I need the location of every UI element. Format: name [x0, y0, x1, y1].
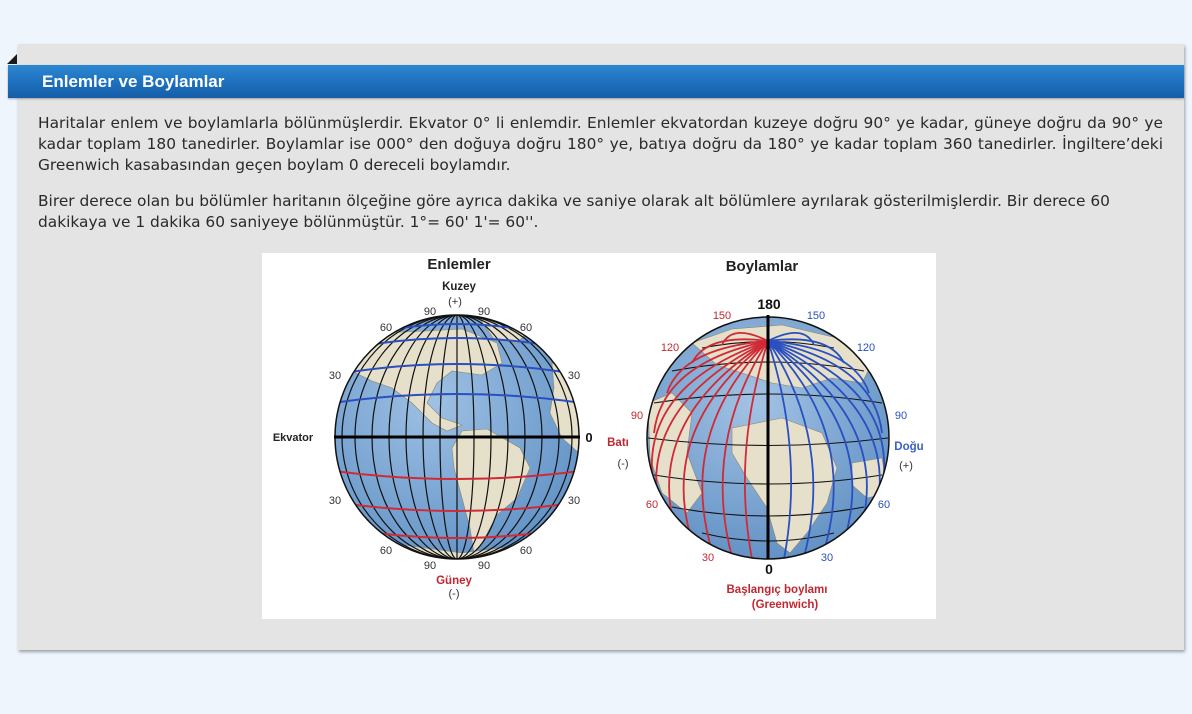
west-sign: (-) [617, 458, 629, 470]
lon-30-west: 30 [701, 552, 715, 564]
lon-180-label: 180 [757, 296, 781, 312]
boylamlar-title: Boylamlar [725, 258, 799, 275]
lat-60-right: 60 [519, 322, 533, 334]
corner-marker [7, 54, 17, 64]
north-label: Kuzey [442, 281, 476, 293]
lon-30-east: 30 [820, 552, 834, 564]
lon-90-east: 90 [894, 410, 908, 422]
longitude-globe [647, 315, 889, 559]
south-sign: (-) [448, 588, 460, 600]
lon-150-west: 150 [712, 310, 732, 322]
latitude-longitude-figure [262, 253, 936, 619]
section-header [8, 65, 1184, 98]
south-label: Güney [436, 575, 472, 587]
lon-60-east: 60 [877, 499, 891, 511]
paragraph-intro: Haritalar enlem ve boylamlarla bölünmüşlerdir. Ekvator 0° li enlemdir. Enlemler ekvatordan kuzeye doğru 90° ye kadar, güneye doğru da 90° ye kadar toplam 180 tanedirler. Boylamlar ise 000° den doğuya doğru 180° ye, batıya doğru da 180° ye kadar toplam 360 tanedirler. İngiltere’deki Greenwich kasabasından geçen boylam 0 dereceli boylamdır. [38, 114, 1163, 174]
lon-90-west: 90 [630, 410, 644, 422]
lat-s90-right: 90 [477, 560, 491, 572]
latitude-globe [332, 313, 582, 559]
lon-120-east: 120 [856, 342, 876, 354]
equator-value: 0 [585, 430, 593, 445]
lat-s60-left: 60 [379, 545, 393, 557]
section-title: Enlemler ve Boylamlar [42, 72, 225, 91]
lon-150-east: 150 [806, 310, 826, 322]
lon-60-west: 60 [645, 499, 659, 511]
lat-s30-left: 30 [328, 495, 342, 507]
greenwich-label: (Greenwich) [751, 599, 819, 611]
enlemler-title: Enlemler [427, 256, 491, 273]
lat-60-left: 60 [379, 322, 393, 334]
east-label: Doğu [894, 441, 924, 453]
lat-s90-left: 90 [423, 560, 437, 572]
lat-30-right: 30 [567, 370, 581, 382]
lat-30-left: 30 [328, 370, 342, 382]
lat-s30-right: 30 [567, 495, 581, 507]
paragraph-subdivisions: Birer derece olan bu bölümler haritanın ölçeğine göre ayrıca dakika ve saniye olarak alt bölümlere ayrılarak gösterilmişlerdir. Bir derece 60 dakikaya ve 1 dakika 60 saniyeye bölünmüştür. 1°= 60' 1'= 60''. [38, 192, 1110, 231]
lat-90-right: 90 [477, 306, 491, 318]
lon-120-west: 120 [660, 342, 680, 354]
west-label: Batı [607, 437, 629, 449]
prime-meridian-label: Başlangıç boylamı [726, 584, 828, 596]
north-sign: (+) [448, 296, 462, 308]
east-sign: (+) [899, 460, 913, 472]
lat-90-left: 90 [423, 306, 437, 318]
equator-label: Ekvator [272, 432, 314, 444]
lat-s60-right: 60 [519, 545, 533, 557]
lon-0-label: 0 [765, 561, 773, 577]
